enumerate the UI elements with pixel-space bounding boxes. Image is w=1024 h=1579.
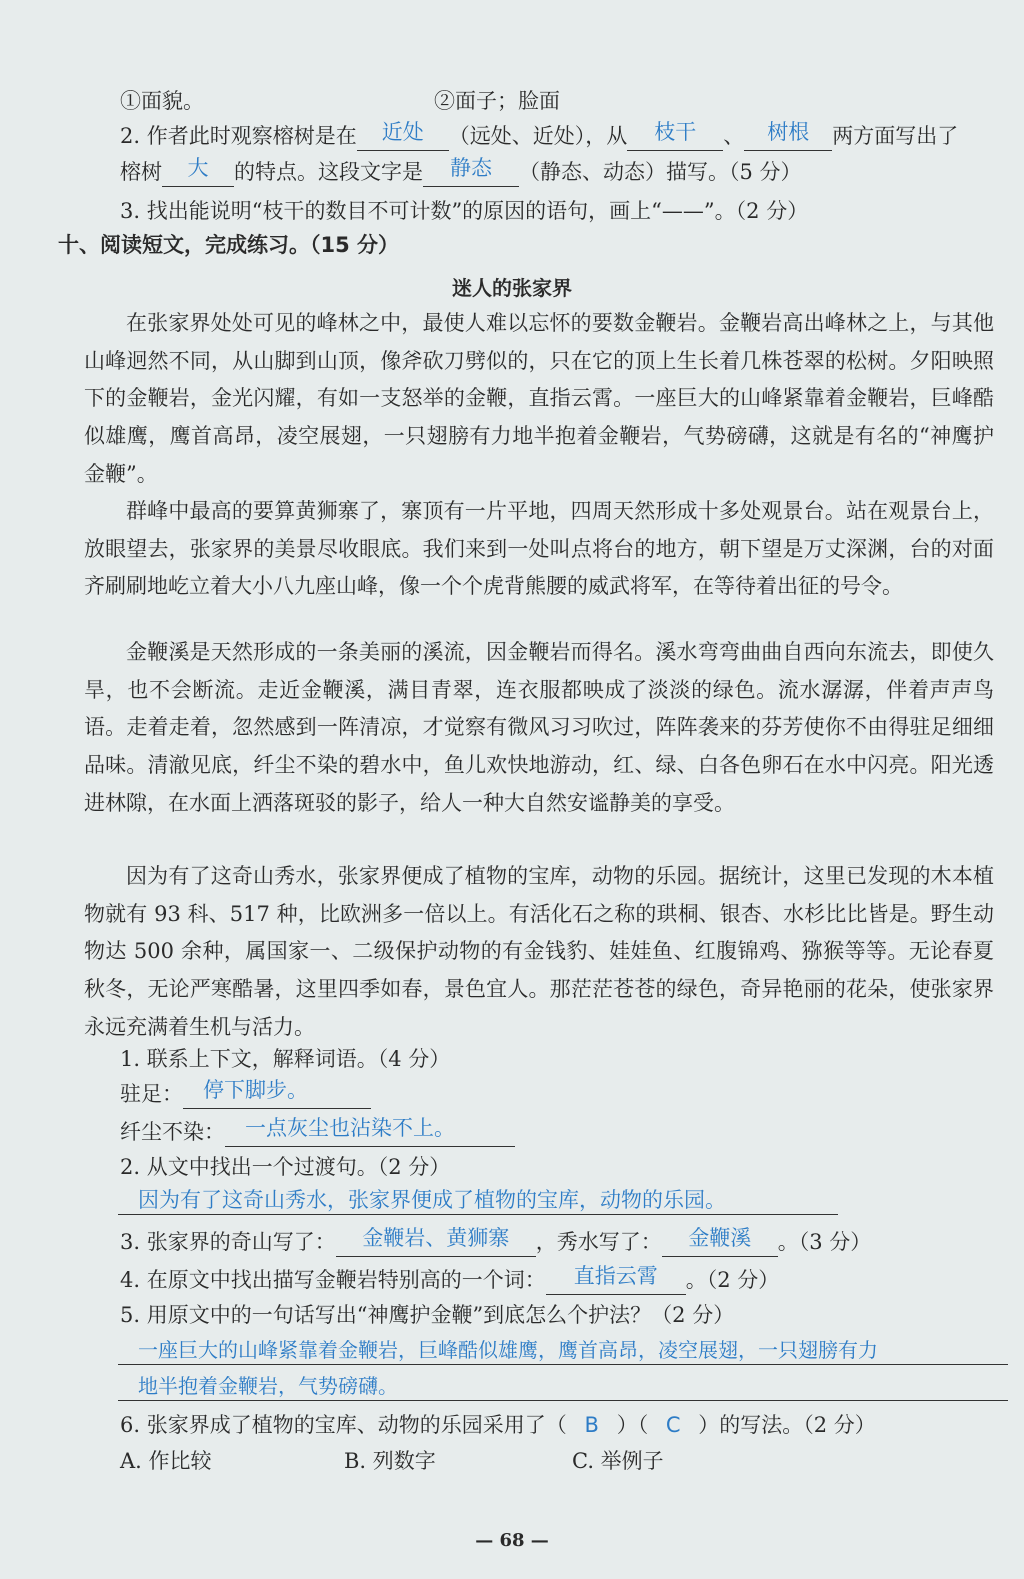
passage-paragraph-4: 因为有了这奇山秀水，张家界便成了植物的宝库，动物的乐园。据统计，这里已发现的木本植物就有 93 科、517 种，比欧洲多一倍以上。有活化石之称的珙桐、银杏、水杉比比皆是。野生动物达 500 余种，属国家一、二级保护动物的有金钱豹、娃娃鱼、红腹锦鸡、猕猴等等。无论春夏秋冬，无论严寒酷暑，这里四季如春，景色宜人。那茫茫苍苍的绿色，奇异艳丽的花朵，使张家界永远充满着生机与活力。	[84, 864, 994, 1039]
question-6: 6. 张家界成了植物的宝库、动物的乐园采用了（ B ）（ C ）的写法。（2 分）	[84, 1410, 994, 1440]
question-1: 1. 联系上下文，解释词语。（4 分）	[120, 1047, 451, 1071]
option-c: C. 举例子	[572, 1449, 664, 1473]
question-3: 3. 张家界的奇山写了： 金鞭岩、黄狮寨 ，秀水写了： 金鞭溪 。（3 分）	[84, 1226, 994, 1257]
answer-big: 大	[162, 156, 234, 187]
answer-mountains: 金鞭岩、黄狮寨	[336, 1226, 536, 1257]
question-1b: 纤尘不染： 一点灰尘也沾染不上。	[84, 1116, 994, 1147]
answer-protect-line1: 一座巨大的山峰紧靠着金鞭岩，巨峰酷似雄鹰，鹰首高昂，凌空展翅，一只翅膀有力	[118, 1336, 1008, 1365]
answer-branches: 枝干	[627, 120, 723, 151]
answer-choice-1: B	[584, 1413, 599, 1437]
option-1: ①面貌。	[120, 89, 204, 113]
answer-roots: 树根	[744, 120, 832, 151]
passage-paragraph-2: 群峰中最高的要算黄狮寨了，寨顶有一片平地，四周天然形成十多处观景台。站在观景台上，放眼望去，张家界的美景尽收眼底。我们来到一处叫点将台的地方，朝下望是万丈深渊，台的对面齐刷刷地屹立着大小八九座山峰，像一个个虎背熊腰的威武将军，在等待着出征的号令。	[84, 499, 994, 599]
answer-high-word: 直指云霄	[546, 1264, 686, 1295]
answer-static: 静态	[423, 156, 519, 187]
q9-question-3: 3. 找出能说明“枝干的数目不可计数”的原因的语句，画上“——”。（2 分）	[120, 199, 809, 223]
answer-transition-sentence: 因为有了这奇山秀水，张家界便成了植物的宝库，动物的乐园。	[118, 1186, 838, 1215]
answer-protect-line2: 地半抱着金鞭岩，气势磅礴。	[118, 1372, 1008, 1401]
question-2: 2. 从文中找出一个过渡句。（2 分）	[120, 1155, 451, 1179]
option-2: ②面子；脸面	[434, 89, 560, 113]
option-a: A. 作比较	[120, 1449, 212, 1473]
answer-water: 金鞭溪	[662, 1226, 778, 1257]
answer-stop-steps: 停下脚步。	[183, 1078, 371, 1109]
passage-paragraph-1: 在张家界处处可见的峰林之中，最使人难以忘怀的要数金鞭岩。金鞭岩高出峰林之上，与其他山峰迥然不同，从山脚到山顶，像斧砍刀劈似的，只在它的顶上生长着几株苍翠的松树。夕阳映照下的金鞭岩，金光闪耀，有如一支怒举的金鞭，直指云霄。一座巨大的山峰紧靠着金鞭岩，巨峰酷似雄鹰，鹰首高昂，凌空展翅，一只翅膀有力地半抱着金鞭岩，气势磅礴，这就是有名的“神鹰护金鞭”。	[84, 311, 994, 486]
question-5: 5. 用原文中的一句话写出“神鹰护金鞭”到底怎么个护法？（2 分）	[120, 1303, 735, 1327]
answer-no-dust: 一点灰尘也沾染不上。	[225, 1116, 515, 1147]
passage-paragraph-3: 金鞭溪是天然形成的一条美丽的溪流，因金鞭岩而得名。溪水弯弯曲曲自西向东流去，即使久旱，也不会断流。走近金鞭溪，满目青翠，连衣服都映成了淡淡的绿色。流水潺潺，伴着声声鸟语。走着走着，忽然感到一阵清凉，才觉察有微风习习吹过，阵阵袭来的芬芳使你不由得驻足细细品味。清澈见底，纤尘不染的碧水中，鱼儿欢快地游动，红、绿、白各色卵石在水中闪亮。阳光透进林隙，在水面上洒落斑驳的影子，给人一种大自然安谧静美的享受。	[84, 640, 994, 815]
section-heading: 十、阅读短文，完成练习。（15 分）	[58, 233, 400, 257]
q9-question-2-line1: 2. 作者此时观察榕树是在 近处 （远处、近处），从 枝干 、 树根 两方面写出了	[84, 120, 994, 151]
option-b: B. 列数字	[344, 1449, 436, 1473]
answer-near: 近处	[357, 120, 449, 151]
question-4: 4. 在原文中找出描写金鞭岩特别高的一个词： 直指云霄 。（2 分）	[84, 1264, 994, 1295]
meaning-options	[84, 86, 994, 116]
q9-question-2-line2: 榕树 大 的特点。这段文字是 静态 （静态、动态）描写。（5 分）	[84, 156, 994, 187]
page-number: — 68 —	[475, 1530, 549, 1551]
answer-choice-2: C	[665, 1413, 681, 1437]
passage-title: 迷人的张家界	[452, 276, 572, 300]
question-1a: 驻足： 停下脚步。	[84, 1078, 994, 1109]
